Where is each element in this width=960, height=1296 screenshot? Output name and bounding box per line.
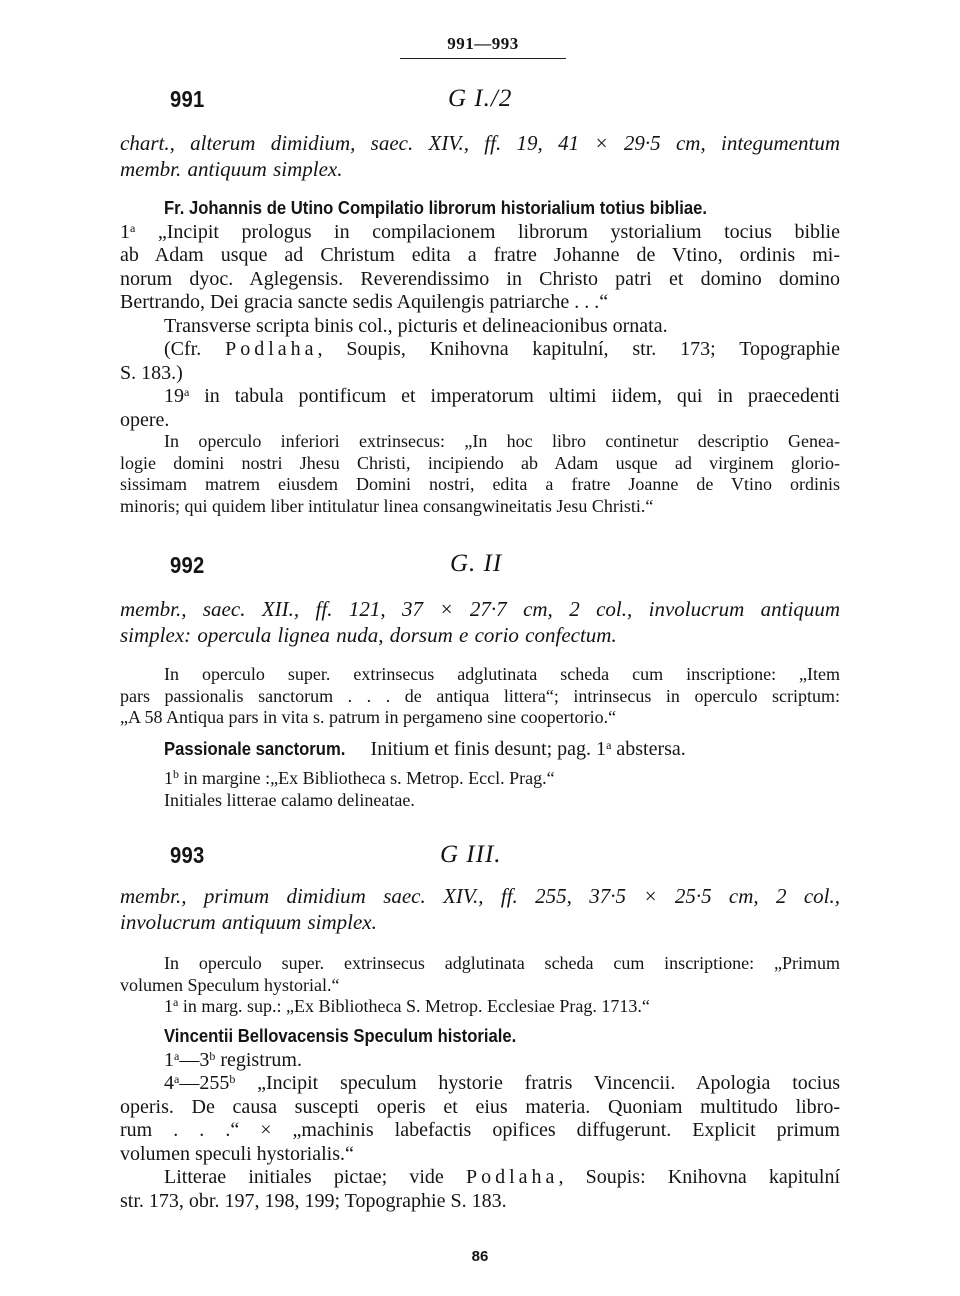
entry-number-992: 992 xyxy=(170,552,205,578)
desc-line: involucrum antiquum simplex. xyxy=(120,910,377,934)
work-title-991: Fr. Johannis de Utino Compilatio librorum historialium totius bibliae. xyxy=(164,197,708,218)
note-line: minoris; qui quidem liber intitulatur linea consangwineitatis Jesu Christi.“ xyxy=(120,495,654,516)
text-line: in margine :„Ex Bibliotheca s. Metrop. Eccl. Prag.“ xyxy=(179,768,555,788)
folio-side: b xyxy=(229,1072,236,1086)
text-fragment: (Cfr. xyxy=(164,338,226,360)
shelfmark-992: G. II xyxy=(450,550,503,577)
folio-ref: 1 xyxy=(164,768,173,788)
text-line: „Incipit speculum hystorie fratris Vincencii. Apologia tocius xyxy=(235,1072,840,1094)
binding-note-991 xyxy=(120,431,840,517)
folio-side: b xyxy=(173,767,179,781)
text-line: registrum. xyxy=(215,1048,302,1071)
text-line: volumen speculi hystorialis.“ xyxy=(120,1142,354,1165)
entry-number-993: 993 xyxy=(170,842,205,868)
binding-note-992 xyxy=(120,664,840,729)
text-line: ab Adam usque ad Christum edita a fratre Johanne de Vtino, ordinis mi- xyxy=(120,244,840,266)
text-line: norum dyoc. Aglegensis. Reverendissimo in Christo patri et domino domino xyxy=(120,267,840,290)
folio-side: a xyxy=(130,220,136,235)
folio-ref: 19 xyxy=(164,385,184,407)
author-name: Podlaha xyxy=(225,338,318,360)
content-991 xyxy=(120,196,840,432)
folio-side: a xyxy=(174,1048,180,1063)
note-line: pars passionalis sanctorum . . . de antiqua littera“; intrinsecus in operculo scriptum: xyxy=(120,685,840,706)
desc-line: simplex: opercula lignea nuda, dorsum e corio confectum. xyxy=(120,623,617,647)
text-line: in tabula pontificum et imperatorum ultimi iidem, qui in praecedenti xyxy=(189,385,840,407)
text-line: Initiales litterae calamo delineatae. xyxy=(164,789,415,810)
note-line: In operculo super. extrinsecus adglutinata scheda cum inscriptione: „Primum xyxy=(164,953,840,973)
folio-side: a xyxy=(174,1072,180,1086)
text-line: Bertrando, Dei gracia sancte sedis Aquilengis patriarche . . .“ xyxy=(120,291,609,313)
text-fragment: Initium et finis desunt; pag. 1 xyxy=(365,738,607,760)
folio-ref: 1 xyxy=(120,220,130,243)
text-line: opere. xyxy=(120,408,170,431)
note-line: „A 58 Antiqua pars in vita s. patrum in pergameno sine coopertorio.“ xyxy=(120,707,617,727)
content-992 xyxy=(120,737,840,762)
folio-ref: —255 xyxy=(179,1072,230,1094)
text-line: rum . . .“ × „machinis labefactis opifices diffugerunt. Explicit primum xyxy=(120,1119,840,1141)
text-line: operis. De causa suscepti operis et eius materia. Quoniam multitudo libro- xyxy=(120,1095,840,1118)
desc-line: membr., primum dimidium saec. XIV., ff. 255, 37·5 × 25·5 cm, 2 col., xyxy=(120,884,840,908)
desc-line: membr. antiquum simplex. xyxy=(120,157,343,181)
physical-description-992 xyxy=(120,596,840,648)
shelfmark-993: G III. xyxy=(440,841,502,868)
text-line: Transverse scripta binis col., picturis et delineacionibus ornata. xyxy=(164,314,668,337)
content-993 xyxy=(120,1024,840,1213)
folio-ref: 4 xyxy=(164,1072,174,1094)
shelfmark-991: G I./2 xyxy=(448,85,513,112)
note-line: In operculo inferiori extrinsecus: „In hoc libro continetur descriptio Genea- xyxy=(164,431,840,451)
work-title-993: Vincentii Bellovacensis Speculum historiale. xyxy=(164,1025,517,1046)
folio-ref: 1 xyxy=(164,1048,174,1071)
desc-line: chart., alterum dimidium, saec. XIV., ff. 19, 41 × 29·5 cm, integumentum xyxy=(120,131,840,155)
running-head: 991—993 xyxy=(447,34,519,53)
folio-side: a xyxy=(606,738,612,752)
physical-description-993 xyxy=(120,883,840,935)
note-line: logie domini nostri Jhesu Christi, incipiendo ab Adam usque ad virginem glorio- xyxy=(120,452,840,473)
text-fragment: abstersa. xyxy=(611,738,686,760)
desc-line: membr., saec. XII., ff. 121, 37 × 27·7 cm, 2 col., involucrum antiquum xyxy=(120,597,840,621)
content-992-notes xyxy=(120,768,840,811)
text-fragment: , Soupis: Knihovna kapitulní xyxy=(558,1166,841,1188)
text-line: S. 183.) xyxy=(120,361,183,384)
page-number: 86 xyxy=(471,1248,489,1265)
note-line: sissimam matrem eiusdem Domini nostri, edita a fratre Joanne de Vtino ordinis xyxy=(120,474,840,494)
header-rule xyxy=(400,58,566,59)
folio-side: a xyxy=(173,995,179,1009)
note-line: In operculo super. extrinsecus adglutinata scheda cum inscriptione: „Item xyxy=(164,664,840,684)
binding-note-993 xyxy=(120,953,840,1018)
entry-number-991: 991 xyxy=(170,86,205,112)
text-fragment: Litterae initiales pictae; vide xyxy=(164,1166,466,1188)
work-title-992: Passionale sanctorum. xyxy=(164,738,346,759)
note-line: volumen Speculum hystorial.“ xyxy=(120,974,340,995)
text-line: str. 173, obr. 197, 198, 199; Topographie S. 183. xyxy=(120,1189,507,1212)
text-fragment: , Soupis, Knihovna kapitulní, str. 173; Topographie xyxy=(317,338,840,360)
author-name: Podlaha xyxy=(466,1166,559,1188)
physical-description-991 xyxy=(120,130,840,182)
folio-ref: 1 xyxy=(164,996,173,1016)
text-line: in marg. sup.: „Ex Bibliotheca S. Metrop. Ecclesiae Prag. 1713.“ xyxy=(178,996,650,1016)
folio-ref: —3 xyxy=(179,1048,210,1071)
folio-side: b xyxy=(209,1048,216,1063)
folio-side: a xyxy=(184,385,190,399)
text-line: „Incipit prologus in compilacionem librorum ystorialium tocius biblie xyxy=(135,220,840,243)
